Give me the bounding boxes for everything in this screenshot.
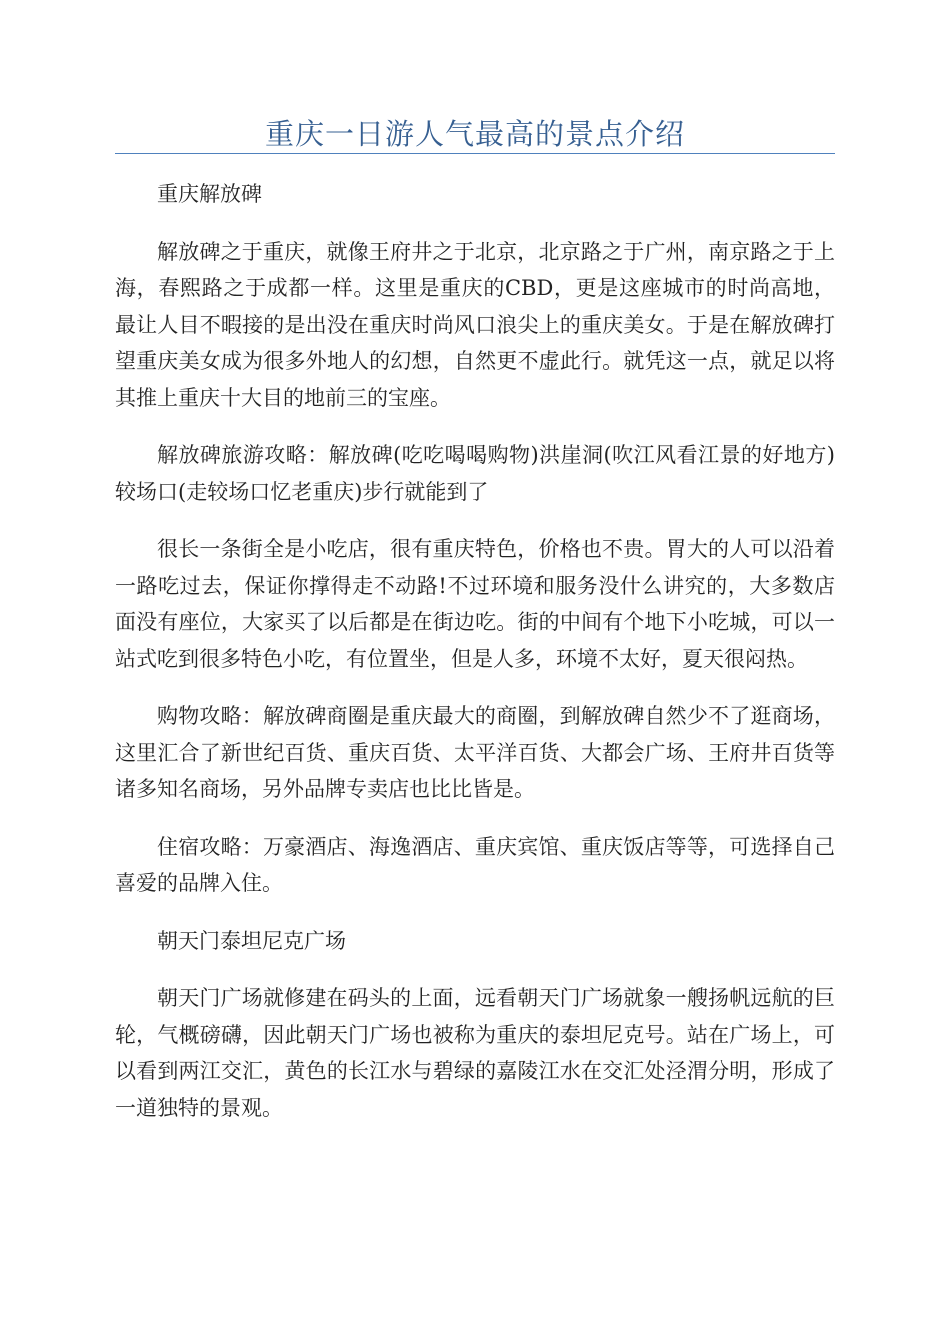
body-paragraph: 很长一条街全是小吃店，很有重庆特色，价格也不贵。胃大的人可以沿着一路吃过去，保证你撑得走不动路!不过环境和服务没什么讲究的，大多数店面没有座位，大家买了以后都是在街边吃。街的中间有个地下小吃城，可以一站式吃到很多特色小吃，有位置坐，但是人多，环境不太好，夏天很闷热。 — [115, 537, 835, 671]
document-body — [115, 176, 835, 1147]
title-underline — [115, 153, 835, 154]
body-paragraph: 住宿攻略：万豪酒店、海逸酒店、重庆宾馆、重庆饭店等等，可选择自己喜爱的品牌入住。 — [115, 834, 835, 895]
body-paragraph: 解放碑之于重庆，就像王府井之于北京，北京路之于广州，南京路之于上海，春熙路之于成都一样。这里是重庆的CBD，更是这座城市的时尚高地，最让人目不暇接的是出没在重庆时尚风口浪尖上的重庆美女。于是在解放碑打望重庆美女成为很多外地人的幻想，自然更不虚此行。就凭这一点，就足以将其推上重庆十大目的地前三的宝座。 — [115, 239, 835, 410]
document-title: 重庆一日游人气最高的景点介绍 — [264, 117, 685, 151]
body-paragraph: 解放碑旅游攻略：解放碑(吃吃喝喝购物)洪崖洞(吹江风看江景的好地方)较场口(走较场口忆老重庆)步行就能到了 — [115, 443, 835, 504]
body-paragraph: 购物攻略：解放碑商圈是重庆最大的商圈，到解放碑自然少不了逛商场，这里汇合了新世纪百货、重庆百货、太平洋百货、大都会广场、王府井百货等诸多知名商场，另外品牌专卖店也比比皆是。 — [115, 704, 835, 801]
section-heading-chaotianmen: 朝天门泰坦尼克广场 — [157, 928, 346, 953]
section-heading-jiefangbei: 重庆解放碑 — [157, 182, 262, 206]
body-paragraph: 朝天门广场就修建在码头的上面，远看朝天门广场就象一艘扬帆远航的巨轮，气概磅礴，因此朝天门广场也被称为重庆的泰坦尼克号。站在广场上，可以看到两江交汇，黄色的长江水与碧绿的嘉陵江水在交汇处泾渭分明，形成了一道独特的景观。 — [115, 986, 835, 1120]
